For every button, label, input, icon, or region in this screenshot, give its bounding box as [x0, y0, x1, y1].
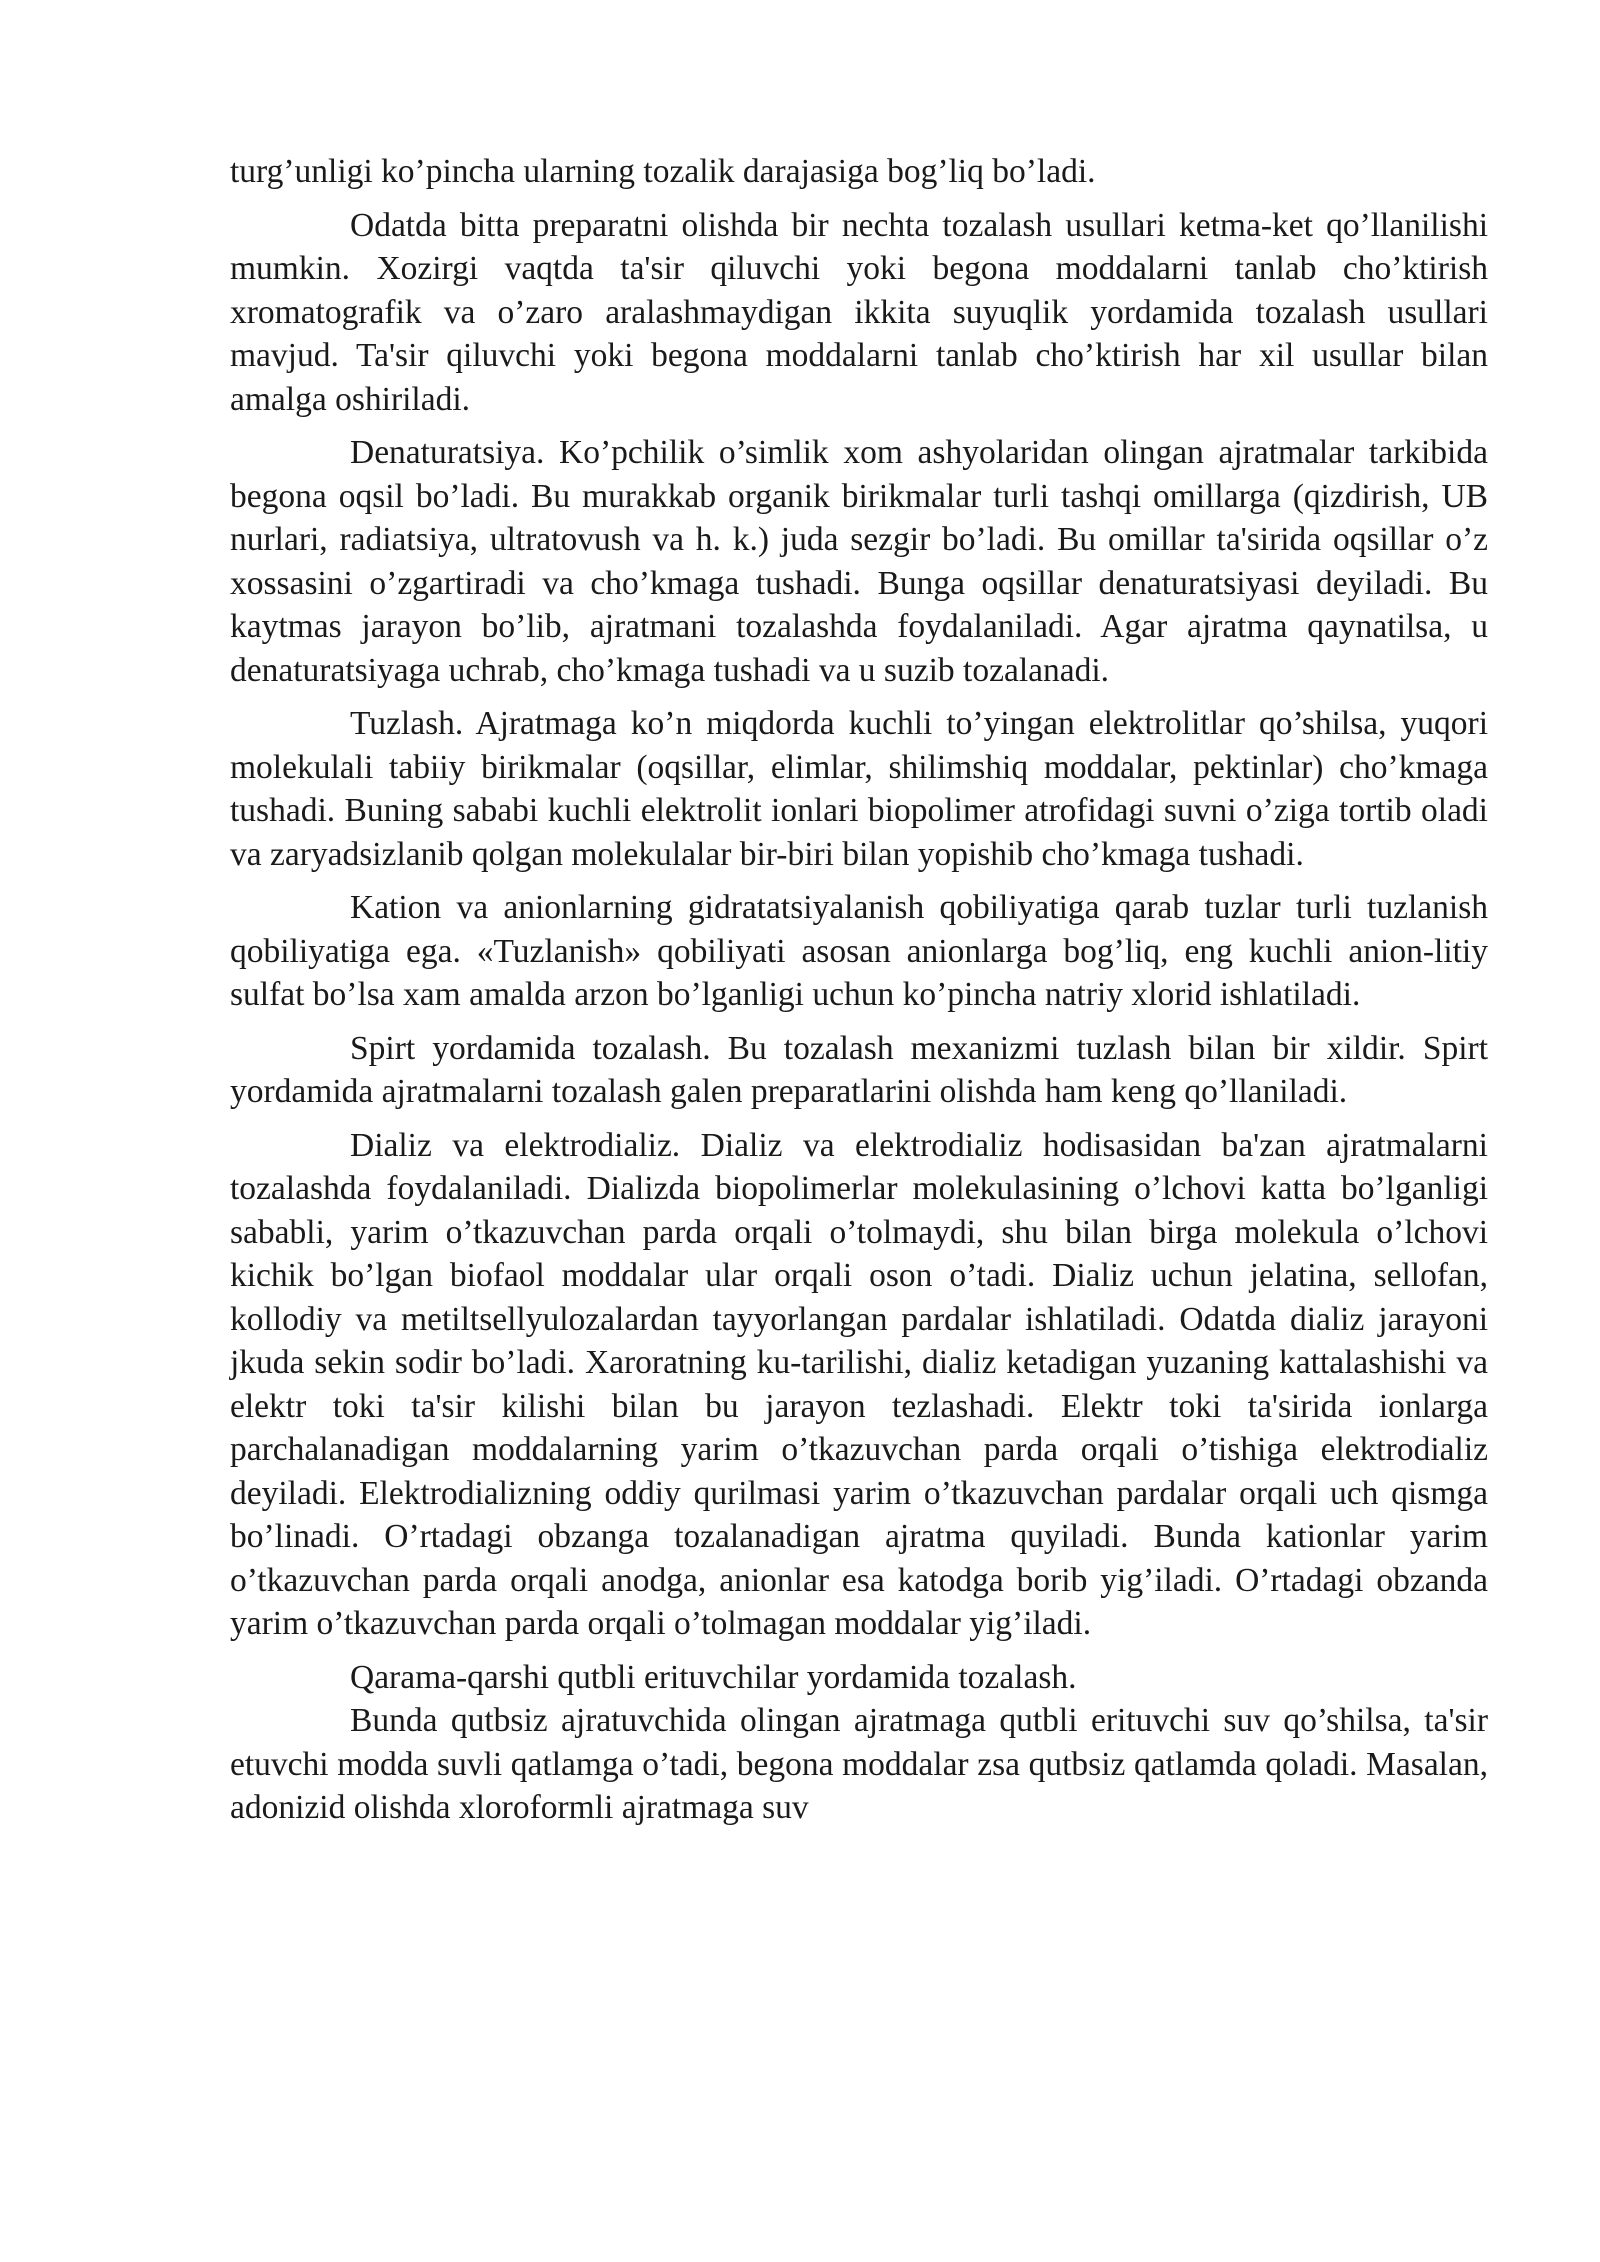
paragraph-salting-out: Tuzlash. Ajratmaga ko’n miqdorda kuchli to’yingan elektrolitlar qo’shilsa, yuqori molekulali tabiiy birikmalar (oqsillar, elimlar, shilimshiq moddalar, pektinlar) cho’kmaga tushadi. Buning sababi kuchli elektrolit ionlari biopolimer atrofidagi suvni o’ziga tortib oladi va zaryadsizlanib qolgan molekulalar bir-biri bilan yopishib cho’kmaga tushadi. — [230, 705, 1488, 873]
paragraph-polar-solvents-heading: Qarama-qarshi qutbli erituvchilar yordamida tozalash. — [350, 1658, 1077, 1696]
paragraph-salting-capacity: Kation va anionlarning gidratatsiyalanish qobiliyatiga qarab tuzlar turli tuzlanish qobiliyatiga ega. «Tuzlanish» qobiliyati asosan anionlarga bog’liq, eng kuchli anion-litiy sulfat bo’lsa xam amalda arzon bo’lganligi uchun ko’pincha natriy xlorid ishlatiladi. — [230, 889, 1488, 1013]
paragraph-denaturation: Denaturatsiya. Ko’pchilik o’simlik xom ashyolaridan olingan ajratmalar tarkibida begona oqsil bo’ladi. Bu murakkab organik birikmalar turli tashqi omillarga (qizdirish, UB nurlari, radiatsiya, ultratovush va h. k.) juda sezgir bo’ladi. Bu omillar ta'sirida oqsillar o’z xossasini o’zgartiradi va cho’kmaga tushadi. Bunga oqsillar denaturatsiyasi deyiladi. Bu kaytmas jarayon bo’lib, ajratmani tozalashda foydalaniladi. Agar ajratma qaynatilsa, u denaturatsiyaga uchrab, cho’kmaga tushadi va u suzib tozalanadi. — [230, 434, 1488, 689]
paragraph-alcohol-purification: Spirt yordamida tozalash. Bu tozalash mexanizmi tuzlash bilan bir xildir. Spirt yordamida ajratmalarni tozalash galen preparatlarini olishda ham keng qo’llaniladi. — [230, 1029, 1488, 1110]
paragraph-polar-solvents: Bunda qutbsiz ajratuvchida olingan ajratmaga qutbli erituvchi suv qo’shilsa, ta'sir etuvchi modda suvli qatlamga o’tadi, begona moddalar zsa qutbsiz qatlamda qoladi. Masalan, adonizid olishda xloroformli ajratmaga suv — [230, 1702, 1488, 1826]
paragraph-continuation: turg’unligi ko’pincha ularning tozalik darajasiga bog’liq bo’ladi. — [230, 153, 1096, 190]
document-page — [230, 150, 1488, 1840]
paragraph-dialysis: Dializ va elektrodializ. Dializ va elektrodializ hodisasidan ba'zan ajratmalarni tozalashda foydalaniladi. Dializda biopolimerlar molekulasining o’lchovi katta bo’lganligi sababli, yarim o’tkazuvchan parda orqali o’tolmaydi, shu bilan birga molekula o’lchovi kichik bo’lgan biofaol moddalar ular orqali oson o’tadi. Dializ uchun jelatina, sellofan, kollodiy va metiltsellyulozalardan tayyorlangan pardalar ishlatiladi. Odatda dializ jarayoni jkuda sekin sodir bo’ladi. Xaroratning ku-tarilishi, dializ ketadigan yuzaning kattalashishi va elektr toki ta'sir kilishi bilan bu jarayon tezlashadi. Elektr toki ta'sirida ionlarga parchalanadigan moddalarning yarim o’tkazuvchan parda orqali o’tishiga elektrodializ deyiladi. Elektrodializning oddiy qurilmasi yarim o’tkazuvchan pardalar orqali uch qismga bo’linadi. O’rtadagi obzanga tozalanadigan ajratma quyiladi. Bunda kationlar yarim o’tkazuvchan parda orqali anodga, anionlar esa katodga borib yig’iladi. O’rtadagi obzanda yarim o’tkazuvchan parda orqali o’tolmagan moddalar yig’iladi. — [230, 1126, 1488, 1642]
paragraph-purification-methods: Odatda bitta preparatni olishda bir nechta tozalash usullari ketma-ket qo’llanilishi mumkin. Xozirgi vaqtda ta'sir qiluvchi yoki begona moddalarni tanlab cho’ktirish xromatografik va o’zaro aralashmaydigan ikkita suyuqlik yordamida tozalash usullari mavjud. Ta'sir qiluvchi yoki begona moddalarni tanlab cho’ktirish har xil usullar bilan amalga oshiriladi. — [230, 206, 1488, 418]
